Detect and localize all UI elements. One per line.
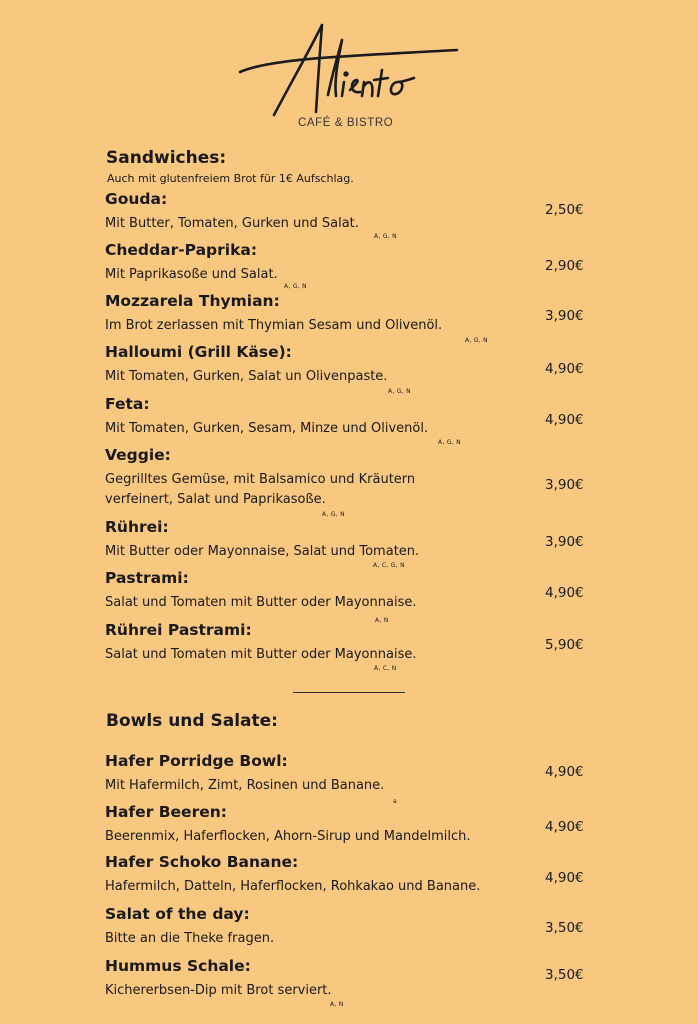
item-price: 4,90€ (545, 764, 584, 780)
item-price: 5,90€ (545, 637, 584, 653)
item-price: 4,90€ (545, 361, 584, 377)
item-name: Cheddar-Paprika: (105, 241, 258, 259)
item-description-line-2: verfeinert, Salat und Paprikasoße. (105, 492, 326, 507)
item-description: Beerenmix, Haferflocken, Ahorn-Sirup und Mandelmilch. (105, 829, 471, 844)
item-allergens: A, C, G, N (373, 562, 405, 569)
item-allergens: A, N (375, 617, 389, 624)
item-allergens: A, G, N (284, 283, 307, 290)
item-description: Bitte an die Theke fragen. (105, 931, 275, 946)
item-allergens: A, G, N (388, 388, 411, 395)
item-name: Salat of the day: (105, 905, 250, 923)
item-price: 3,90€ (545, 477, 584, 493)
item-price: 3,50€ (545, 967, 584, 983)
item-name: Hafer Schoko Banane: (105, 853, 299, 871)
header-logo (0, 0, 698, 140)
item-name: Mozzarela Thymian: (105, 292, 280, 310)
item-price: 4,90€ (545, 585, 584, 601)
item-name: Gouda: (105, 190, 168, 208)
item-price: 3,50€ (545, 920, 584, 936)
aliento-script-logo (232, 20, 472, 120)
item-name: Hafer Porridge Bowl: (105, 752, 288, 770)
item-description: Gegrilltes Gemüse, mit Balsamico und Kräutern (105, 472, 416, 487)
item-allergens: a (393, 798, 397, 805)
item-name: Pastrami: (105, 569, 189, 587)
item-price: 4,90€ (545, 819, 584, 835)
section-divider (293, 692, 405, 693)
item-description: Mit Butter, Tomaten, Gurken und Salat. (105, 216, 359, 231)
item-description: Hafermilch, Datteln, Haferflocken, Rohkakao und Banane. (105, 879, 481, 894)
item-price: 4,90€ (545, 870, 584, 886)
item-description: Mit Tomaten, Gurken, Salat un Olivenpaste. (105, 369, 388, 384)
item-name: Hummus Schale: (105, 957, 251, 975)
item-price: 2,50€ (545, 202, 584, 218)
item-allergens: A, G, N (438, 439, 461, 446)
item-description: Salat und Tomaten mit Butter oder Mayonnaise. (105, 647, 417, 662)
item-allergens: A, G, N (374, 233, 397, 240)
item-allergens: A, G, N (465, 337, 488, 344)
item-allergens: A, G, N (322, 511, 345, 518)
logo-subtitle: CAFÉ & BISTRO (298, 117, 394, 129)
item-name: Veggie: (105, 446, 171, 464)
item-price: 3,90€ (545, 534, 584, 550)
item-price: 2,90€ (545, 258, 584, 274)
item-description: Mit Tomaten, Gurken, Sesam, Minze und Olivenöl. (105, 421, 429, 436)
item-price: 4,90€ (545, 412, 584, 428)
section-title-bowls: Bowls und Salate: (106, 711, 278, 731)
item-name: Rührei Pastrami: (105, 621, 252, 639)
item-description: Kichererbsen-Dip mit Brot serviert. (105, 983, 332, 998)
item-description: Mit Butter oder Mayonnaise, Salat und Tomaten. (105, 544, 420, 559)
item-name: Feta: (105, 395, 150, 413)
section-note-gluten-free: Auch mit glutenfreiem Brot für 1€ Aufschlag. (107, 172, 354, 185)
item-allergens: A, C, N (374, 665, 397, 672)
item-description: Salat und Tomaten mit Butter oder Mayonnaise. (105, 595, 417, 610)
item-name: Halloumi (Grill Käse): (105, 343, 292, 361)
item-description: Mit Paprikasoße und Salat. (105, 267, 278, 282)
item-description: Im Brot zerlassen mit Thymian Sesam und Olivenöl. (105, 318, 443, 333)
item-name: Hafer Beeren: (105, 803, 227, 821)
item-allergens: A, N (330, 1001, 344, 1008)
item-price: 3,90€ (545, 308, 584, 324)
section-title-sandwiches: Sandwiches: (106, 148, 227, 168)
item-description: Mit Hafermilch, Zimt, Rosinen und Banane. (105, 778, 385, 793)
item-name: Rührei: (105, 518, 169, 536)
